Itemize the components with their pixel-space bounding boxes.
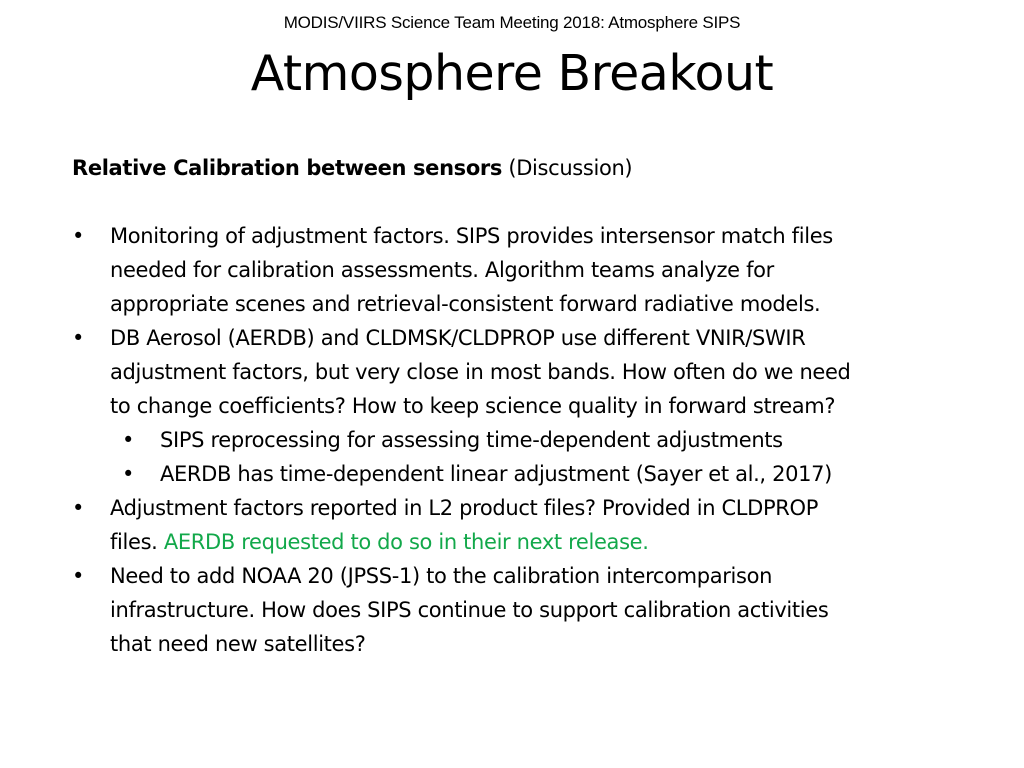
sub-bullet-dot: • bbox=[122, 428, 135, 452]
bullet-line: appropriate scenes and retrieval-consistent forward radiative models. bbox=[110, 292, 821, 316]
bullet-item bbox=[72, 321, 972, 423]
bullet-dot: • bbox=[72, 326, 85, 350]
section-heading-suffix: (Discussion) bbox=[502, 156, 633, 180]
sub-bullet-item bbox=[122, 457, 972, 491]
bullet-line: that need new satellites? bbox=[110, 632, 366, 656]
sub-bullet-list bbox=[72, 423, 972, 491]
bullet-line: infrastructure. How does SIPS continue to support calibration activities bbox=[110, 598, 829, 622]
sub-bullet-text: SIPS reprocessing for assessing time-dependent adjustments bbox=[160, 428, 783, 452]
bullet-line bbox=[110, 525, 972, 559]
sub-bullet-dot: • bbox=[122, 462, 135, 486]
bullet-line: adjustment factors, but very close in most bands. How often do we need bbox=[110, 360, 851, 384]
bullet-item bbox=[72, 559, 972, 661]
sub-bullet-item bbox=[122, 423, 972, 457]
bullet-line: DB Aerosol (AERDB) and CLDMSK/CLDPROP use different VNIR/SWIR bbox=[110, 326, 806, 350]
bullet-line: needed for calibration assessments. Algorithm teams analyze for bbox=[110, 258, 774, 282]
bullet-line: Need to add NOAA 20 (JPSS-1) to the calibration intercomparison bbox=[110, 564, 773, 588]
slide-content bbox=[72, 151, 972, 661]
bullet-line: Adjustment factors reported in L2 product files? Provided in CLDPROP bbox=[110, 496, 819, 520]
bullet-item bbox=[72, 219, 972, 321]
bullet-dot: • bbox=[72, 496, 85, 520]
section-heading-bold: Relative Calibration between sensors bbox=[72, 156, 503, 180]
bullet-line-text: files. bbox=[110, 530, 164, 554]
bullet-line: Monitoring of adjustment factors. SIPS provides intersensor match files bbox=[110, 224, 833, 248]
sub-bullet-text: AERDB has time-dependent linear adjustment (Sayer et al., 2017) bbox=[160, 462, 832, 486]
highlighted-note: AERDB requested to do so in their next release. bbox=[163, 530, 649, 554]
slide-title: Atmosphere Breakout bbox=[250, 45, 774, 102]
section-heading bbox=[72, 151, 972, 185]
bullet-list bbox=[72, 219, 972, 423]
bullet-list bbox=[72, 491, 972, 661]
bullet-line: to change coefficients? How to keep science quality in forward stream? bbox=[110, 394, 836, 418]
bullet-dot: • bbox=[72, 224, 85, 248]
bullet-item bbox=[72, 491, 972, 559]
bullet-dot: • bbox=[72, 564, 85, 588]
meeting-header: MODIS/VIIRS Science Team Meeting 2018: Atmosphere SIPS bbox=[283, 13, 741, 32]
